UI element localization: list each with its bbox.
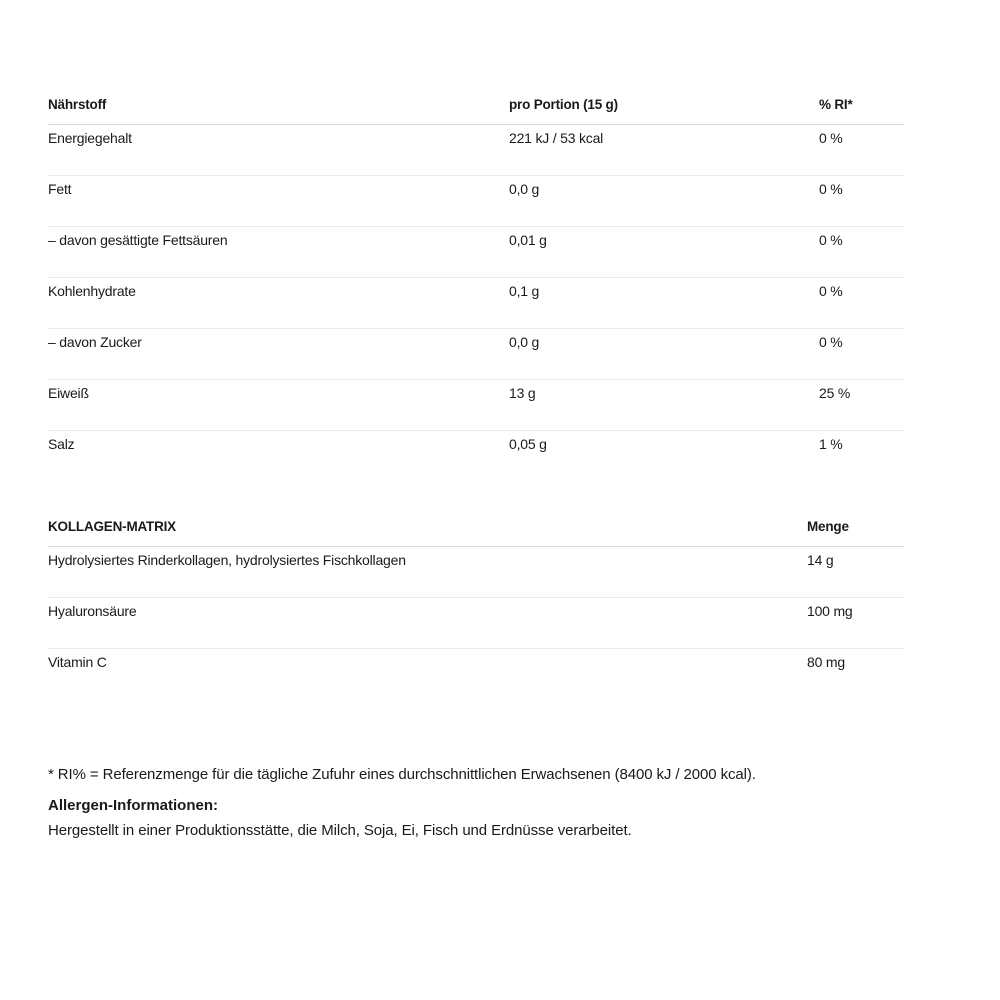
nutrient-name: Fett [48, 181, 72, 197]
table-row [48, 649, 904, 699]
nutrient-ri: 0 % [819, 232, 843, 248]
nutrient-ri: 0 % [819, 283, 843, 299]
nutrient-name: Kohlenhydrate [48, 283, 136, 299]
nutrient-name: Energiegehalt [48, 130, 132, 146]
nutrient-ri: 0 % [819, 130, 843, 146]
header-collagen-matrix: KOLLAGEN-MATRIX [48, 519, 176, 534]
nutrient-amount: 0,0 g [509, 181, 540, 197]
nutrient-amount: 0,0 g [509, 334, 540, 350]
header-amount: Menge [807, 519, 849, 534]
nutrient-name: – davon gesättigte Fettsäuren [48, 232, 228, 248]
header-per-portion: pro Portion (15 g) [509, 97, 618, 112]
ingredient-amount: 80 mg [807, 654, 845, 670]
nutrient-name: Salz [48, 436, 75, 452]
nutrient-ri: 0 % [819, 181, 843, 197]
nutrient-amount: 0,05 g [509, 436, 547, 452]
table-row [48, 380, 904, 431]
nutrient-amount: 0,1 g [509, 283, 540, 299]
table-row [48, 431, 904, 481]
collagen-header-row [48, 508, 904, 547]
nutrient-amount: 0,01 g [509, 232, 547, 248]
nutrient-name: Eiweiß [48, 385, 89, 401]
ri-footnote: * RI% = Referenzmenge für die tägliche Zufuhr eines durchschnittlichen Erwachsenen (8400 kJ / 2000 kcal). [48, 766, 756, 783]
table-row [48, 598, 904, 649]
nutrition-header-row [48, 86, 904, 125]
nutrient-ri: 1 % [819, 436, 843, 452]
notes-section [48, 766, 928, 839]
header-ri-percent: % RI* [819, 97, 853, 112]
ingredient-name: Hydrolysiertes Rinderkollagen, hydrolysiertes Fischkollagen [48, 552, 406, 568]
nutrient-amount: 13 g [509, 385, 536, 401]
table-row [48, 547, 904, 598]
table-row [48, 176, 904, 227]
nutrition-table [48, 86, 904, 481]
nutrient-ri: 25 % [819, 385, 851, 401]
table-row [48, 227, 904, 278]
nutrient-ri: 0 % [819, 334, 843, 350]
ingredient-name: Hyaluronsäure [48, 603, 137, 619]
nutrient-name: – davon Zucker [48, 334, 142, 350]
ingredient-name: Vitamin C [48, 654, 107, 670]
allergen-heading: Allergen-Informationen: [48, 797, 219, 814]
header-nutrient: Nährstoff [48, 97, 107, 112]
table-row [48, 125, 904, 176]
allergen-text: Hergestellt in einer Produktionsstätte, die Milch, Soja, Ei, Fisch und Erdnüsse verarbeitet. [48, 822, 632, 839]
table-row [48, 278, 904, 329]
ingredient-amount: 100 mg [807, 603, 853, 619]
nutrient-amount: 221 kJ / 53 kcal [509, 130, 604, 146]
collagen-matrix-table [48, 508, 904, 699]
table-row [48, 329, 904, 380]
ingredient-amount: 14 g [807, 552, 834, 568]
